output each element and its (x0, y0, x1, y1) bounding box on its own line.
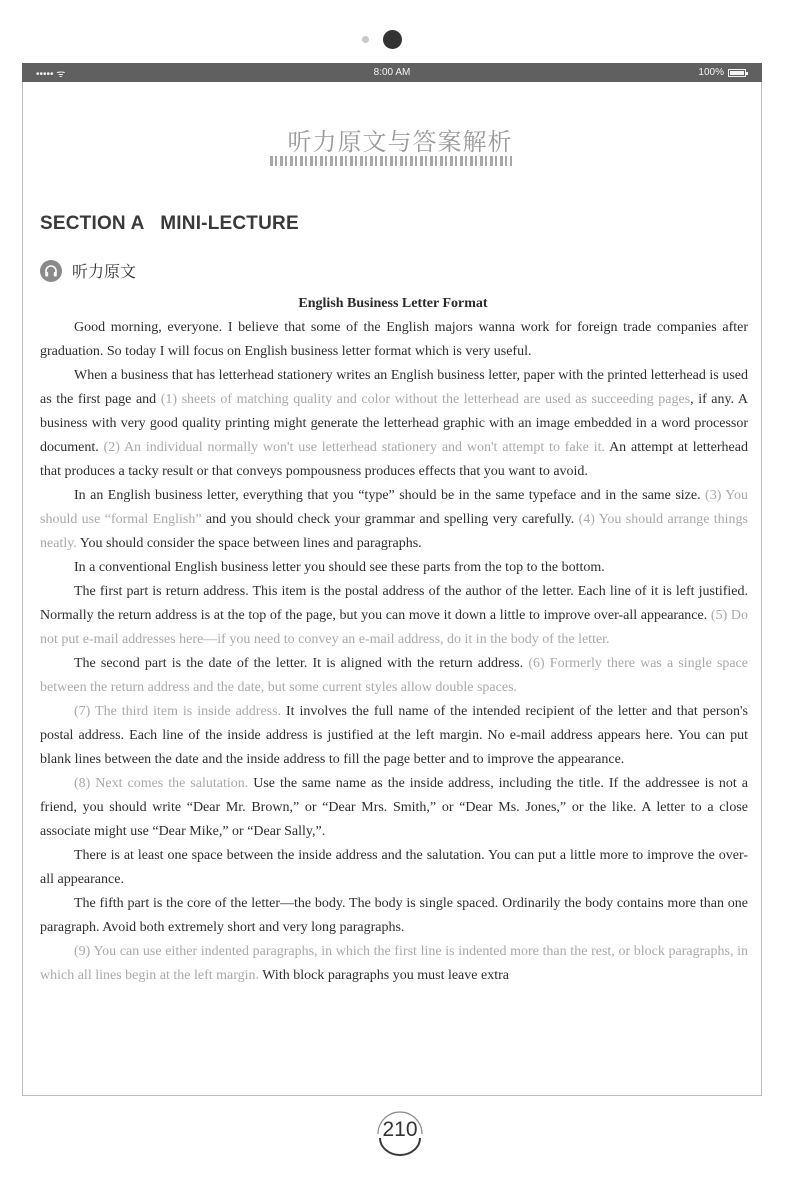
text-span: An attempt at letterhead that produces a tacky result or that conveys pompousness produces effects that you want to avoid. (40, 440, 748, 479)
camera-sensor (362, 36, 369, 43)
article-body (40, 316, 748, 988)
title-underline-decoration (270, 156, 512, 166)
headphones-icon (40, 260, 62, 282)
battery-icon (728, 69, 746, 77)
text-span: , if any. A business with very good quality printing might generate the letterhead graphic with an image embedded in a word processor document. (40, 392, 748, 455)
paragraph (40, 700, 748, 772)
device-camera (0, 28, 800, 50)
subsection-label: 听力原文 (72, 262, 137, 281)
article-title: English Business Letter Format (298, 296, 488, 311)
answer-highlight: (6) Formerly there was a single space between the return address and the date, but some current styles allow double spaces. (40, 656, 748, 695)
battery-percent: 100% (698, 67, 724, 78)
paragraph: There is at least one space between the inside address and the salutation. You can put a little more to improve the over-all appearance. (40, 848, 748, 887)
page-number: 210 (382, 1118, 418, 1141)
answer-highlight: (9) You can use either indented paragraphs, in which the first line is indented more than the rest, or block paragraphs, in which all lines begin at the left margin. (40, 944, 748, 983)
text-span: When a business that has letterhead stationery writes an English business letter, paper with the printed letterhead is used as the first page and (40, 368, 748, 407)
answer-highlight: (2) An individual normally won't use letterhead stationery and won't attempt to fake it. (103, 440, 605, 455)
answer-highlight: (1) sheets of matching quality and color without the letterhead are used as succeeding pages (160, 392, 691, 407)
text-span: In an English business letter, everything that you “type” should be in the same typeface and in the same size. (74, 488, 706, 503)
text-span: The second part is the date of the letter. It is aligned with the return address. (74, 656, 529, 671)
answer-highlight: (5) Do not put e-mail addresses here—if you need to convey an e-mail address, do it in the body of the letter. (40, 608, 749, 647)
paragraph (40, 772, 748, 844)
text-span: and you should check your grammar and spelling very carefully. (201, 512, 579, 527)
answer-highlight: (7) The third item is inside address. (74, 704, 282, 719)
page-title: 听力原文与答案解析 (287, 128, 513, 156)
page-number-badge (372, 1108, 428, 1158)
text-span: With block paragraphs you must leave extra (259, 968, 509, 983)
answer-highlight: (8) Next comes the salutation. (74, 776, 249, 791)
paragraph: The fifth part is the core of the letter—the body. The body is single spaced. Ordinarily the body contains more than one paragraph. Avoid both extremely short and very long paragraphs. (40, 896, 748, 935)
camera-lens (383, 30, 402, 49)
paragraph: In a conventional English business letter you should see these parts from the top to the bottom. (74, 560, 605, 575)
section-heading: SECTION A MINI-LECTURE (40, 213, 299, 234)
paragraph: Good morning, everyone. I believe that some of the English majors wanna work for foreign trade companies after graduation. So today I will focus on English business letter format which is very useful. (40, 320, 748, 359)
paragraph (40, 652, 748, 700)
paragraph (40, 940, 748, 988)
text-span: It involves the full name of the intended recipient of the letter and that person's postal address. Each line of the inside address is justified at the left margin. No e-mail address appears here. You can put blank lines between the date and the inside address to fill the page better and to improve the appearance. (40, 704, 749, 767)
text-span: The first part is return address. This item is the postal address of the author of the letter. Each line of it is left justified. Normally the return address is at the top of the page, but you can move it down a little to improve over-all appearance. (40, 584, 748, 623)
paragraph (40, 364, 748, 484)
battery-indicator (698, 67, 746, 78)
answer-highlight: (4) You should arrange things neatly. (40, 512, 748, 551)
paragraph (40, 484, 748, 556)
subsection-heading (40, 259, 136, 282)
paragraph (40, 580, 748, 652)
status-time: 8:00 AM (373, 67, 411, 78)
text-span: Use the same name as the inside address, including the title. If the addressee is not a friend, you should write “Dear Mr. Brown,” or “Dear Mrs. Smith,” or “Dear Ms. Jones,” or the like. A letter to a close associate might use “Dear Mike,” or “Dear Sally,”. (40, 776, 749, 839)
text-span: You should consider the space between lines and paragraphs. (76, 536, 422, 551)
status-bar (22, 63, 762, 82)
answer-highlight: (3) You should use “formal English” (40, 488, 749, 527)
signal-indicator: ••••• ᯤ (36, 69, 66, 80)
